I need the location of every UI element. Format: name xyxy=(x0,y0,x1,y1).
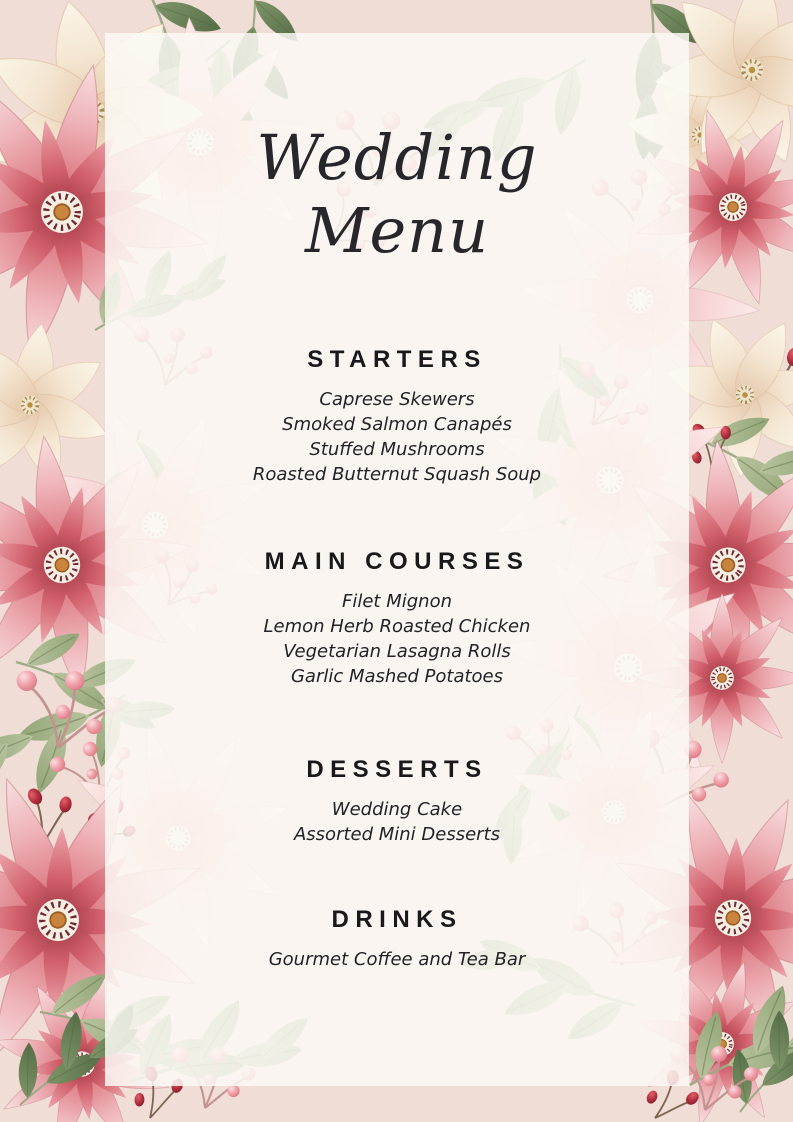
menu-item: Assorted Mini Desserts xyxy=(293,824,501,845)
page-title xyxy=(105,121,689,267)
menu-section-starters xyxy=(105,345,689,487)
menu-section-main-courses xyxy=(105,547,689,689)
menu-item: Wedding Cake xyxy=(331,799,463,820)
section-heading: MAIN COURSES xyxy=(264,548,530,575)
section-heading: DRINKS xyxy=(331,906,463,933)
menu-item: Caprese Skewers xyxy=(319,389,475,410)
page-title-line-1: Wedding xyxy=(256,121,538,194)
menu-item: Gourmet Coffee and Tea Bar xyxy=(268,949,526,970)
menu-item: Filet Mignon xyxy=(342,591,452,612)
menu-item: Vegetarian Lasagna Rolls xyxy=(283,641,511,662)
menu-item: Garlic Mashed Potatoes xyxy=(290,666,504,687)
menu-item: Smoked Salmon Canapés xyxy=(282,414,512,435)
menu-section-drinks xyxy=(105,905,689,972)
page-title-line-2: Menu xyxy=(304,194,490,267)
menu-item: Stuffed Mushrooms xyxy=(309,439,485,460)
section-items xyxy=(105,947,689,972)
section-heading: DESSERTS xyxy=(306,756,488,783)
section-items xyxy=(105,387,689,487)
section-items xyxy=(105,589,689,689)
section-heading: STARTERS xyxy=(307,346,487,373)
menu-card xyxy=(105,33,689,1086)
menu-section-desserts xyxy=(105,755,689,847)
menu-item: Lemon Herb Roasted Chicken xyxy=(263,616,531,637)
menu-item: Roasted Butternut Squash Soup xyxy=(252,464,542,485)
section-items xyxy=(105,797,689,847)
